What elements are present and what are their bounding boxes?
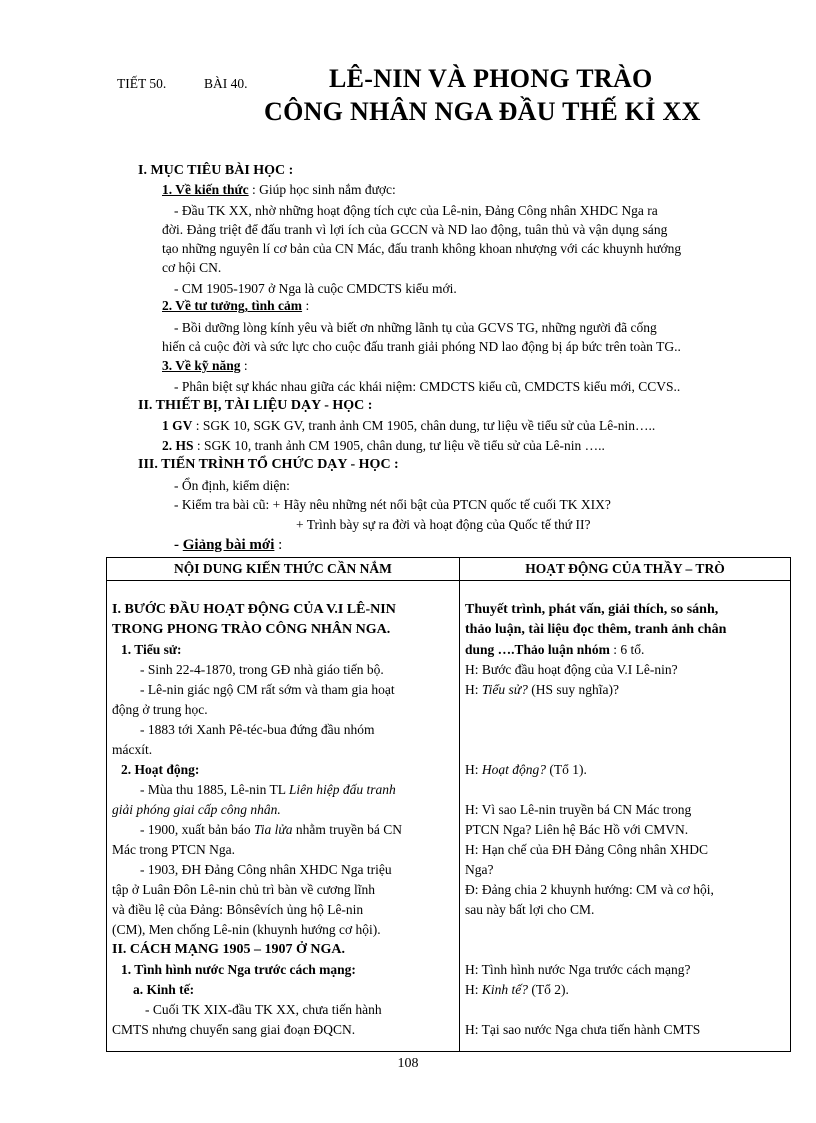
bio-line: - Lê-nin giác ngộ CM rất sớm và tham gia hoạt [140,682,395,697]
equipment-teacher-label: 1 GV [162,418,193,433]
question-line: H: Vì sao Lê-nin truyền bá CN Mác trong [465,802,692,817]
table-header-activity: HOẠT ĐỘNG CỦA THẦY – TRÒ [460,558,791,581]
method-tail: : 6 tổ. [609,642,645,657]
new-lesson-label: Giảng bài mới [182,537,275,553]
activity-text: nhằm truyền bá CN [292,822,402,837]
activity-line: Mác trong PTCN Nga. [112,842,235,857]
page-number: 108 [397,1056,419,1071]
question-line [465,682,619,698]
activity-line: tập ở Luân Đôn Lê-nin chủ trì bàn về cương lĩnh [112,882,376,897]
activity-line: giải phóng giai cấp công nhân. [112,802,281,817]
method-line: Thuyết trình, phát vấn, giải thích, so sánh, [465,602,719,617]
new-lesson-tail: : [274,537,283,553]
answer-line: Đ: Đảng chia 2 khuynh hướng: CM và cơ hội, [465,882,714,897]
knowledge-text-line: đời. Đảng triệt để đấu tranh vì lợi ích của GCCN và ND lao động, tuân thủ và vận dụng sáng [162,222,668,237]
attitude-subheading [162,298,309,314]
equipment-student-label: 2. HS [162,438,194,453]
question-prefix: H: [465,982,482,997]
skills-label: 3. Về kỹ năng [162,358,241,373]
knowledge-text-line: - CM 1905-1907 ở Nga là cuộc CMDCTS kiểu mới. [174,281,457,296]
bio-heading: 1. Tiểu sử: [121,642,182,657]
activity-text: - Mùa thu 1885, Lê-nin TL [140,782,289,797]
new-lesson-line [174,537,282,554]
skills-intro: : [240,358,248,373]
process-step: - Kiểm tra bài cũ: + Hãy nêu những nét nổi bật của PTCN quốc tế cuối TK XIX? [174,497,611,512]
process-heading: III. TIẾN TRÌNH TỔ CHỨC DẠY - HỌC : [138,457,399,472]
bio-line: động ở trung học. [112,702,208,717]
unit-number: BÀI 40. [204,76,248,91]
equipment-student-text: : SGK 10, tranh ảnh CM 1905, chân dung, tư liệu về tiểu sử của Lê-nin ….. [193,438,605,453]
bio-line: - Sinh 22-4-1870, trong GĐ nhà giáo tiến bộ. [140,662,384,677]
question-line: H: Bước đầu hoạt động của V.I Lê-nin? [465,662,678,677]
skills-subheading [162,358,248,374]
bio-line: - 1883 tới Xanh Pê-téc-bua đứng đầu nhóm [140,722,375,737]
method-line: thảo luận, tài liệu đọc thêm, tranh ảnh chân [465,622,727,637]
attitude-text-line: hiến cả cuộc đời và sức lực cho cuộc đấu tranh giải phóng ND lao động bị áp bức trên toàn TG.. [162,339,681,354]
knowledge-intro: : Giúp học sinh nắm được: [248,182,396,197]
knowledge-subheading [162,182,396,198]
knowledge-text-line: tạo những nguyên lí cơ bản của CN Mác, đấu tranh không khoan nhượng với các khuynh hướng [162,241,682,256]
lesson-number: TIẾT 50. [117,76,167,91]
question-prefix: H: [465,682,482,697]
activity-line: (CM), Men chống Lê-nin (khuynh hướng cơ hội). [112,922,381,937]
question-italic: Kinh tế? [481,982,528,997]
activity-italic: Liên hiệp đấu tranh [288,782,396,797]
knowledge-text-line: cơ hội CN. [162,260,222,275]
page-title-line1: LÊ-NIN VÀ PHONG TRÀO [329,64,653,93]
activity-line: và điều lệ của Đảng: Bônsêvích ủng hộ Lê-nin [112,902,364,917]
knowledge-text-line: - Đầu TK XX, nhờ những hoạt động tích cực của Lê-nin, Đảng Công nhân XHDC Nga ra [174,203,658,218]
knowledge-label: 1. Về kiến thức [162,182,249,197]
activity-column [460,581,791,1052]
question-line: H: Hạn chế của ĐH Đảng Công nhân XHDC [465,842,708,857]
process-step: - Ổn định, kiểm diện: [174,478,290,493]
answer-line: sau này bất lợi cho CM. [465,902,595,917]
method-line [465,642,644,658]
bio-line: mácxít. [112,742,153,757]
question-text: (Tổ 1). [546,762,587,777]
question-prefix: H: [465,762,482,777]
question-italic: Tiểu sử? [481,682,528,697]
question-line: Nga? [465,862,494,877]
section1-heading: TRONG PHONG TRÀO CÔNG NHÂN NGA. [112,622,391,637]
activity-heading: 2. Hoạt động: [121,762,200,777]
attitude-intro: : [302,298,310,313]
question-line: PTCN Nga? Liên hệ Bác Hồ với CMVN. [465,822,689,837]
question-text: (HS suy nghĩa)? [527,682,619,697]
situation-heading: 1. Tình hình nước Nga trước cách mạng: [121,962,356,977]
economy-line: - Cuối TK XIX-đầu TK XX, chưa tiến hành [145,1002,382,1017]
equipment-student [162,438,605,454]
equipment-heading: II. THIẾT BỊ, TÀI LIỆU DẠY - HỌC : [138,398,373,413]
new-lesson-dash: - [174,537,183,553]
section2-heading: II. CÁCH MẠNG 1905 – 1907 Ở NGA. [112,942,345,957]
question-line: H: Tại sao nước Nga chưa tiến hành CMTS [465,1022,701,1037]
content-column [107,581,460,1052]
question-italic: Hoạt động? [481,762,546,777]
table-header-content: NỘI DUNG KIẾN THỨC CẦN NẮM [107,558,460,581]
attitude-label: 2. Về tư tưởng, tình cảm [162,298,303,313]
activity-line [140,822,402,838]
question-line [465,762,587,778]
equipment-teacher [162,418,655,434]
question-line: H: Tình hình nước Nga trước cách mạng? [465,962,691,977]
page-title-line2: CÔNG NHÂN NGA ĐẦU THẾ KỈ XX [264,97,701,126]
activity-italic: Tia lửa [253,822,293,837]
economy-heading: a. Kinh tế: [133,982,195,997]
section1-heading: I. BƯỚC ĐẦU HOẠT ĐỘNG CỦA V.I LÊ-NIN [112,602,396,617]
skills-text-line: - Phân biệt sự khác nhau giữa các khái niệm: CMDCTS kiểu cũ, CMDCTS kiểu mới, CCVS.. [174,379,681,394]
question-line [465,982,569,998]
process-step: + Trình bày sự ra đời và hoạt động của Quốc tế thứ II? [296,517,591,532]
activity-line: - 1903, ĐH Đảng Công nhân XHDC Nga triệu [140,862,392,877]
lesson-table [106,557,791,1052]
economy-line: CMTS nhưng chuyển sang giai đoạn ĐQCN. [112,1022,356,1037]
equipment-teacher-text: : SGK 10, SGK GV, tranh ảnh CM 1905, chân dung, tư liệu về tiểu sử của Lê-nin….. [192,418,656,433]
method-bold: dung ….Thảo luận nhóm [465,642,610,657]
question-text: (Tổ 2). [528,982,569,997]
activity-line [140,782,396,798]
attitude-text-line: - Bồi dưỡng lòng kính yêu và biết ơn những lãnh tụ của GCVS TG, những người đã cống [174,320,657,335]
objectives-heading: I. MỤC TIÊU BÀI HỌC : [138,163,294,178]
activity-text: - 1900, xuất bản báo [140,822,254,837]
